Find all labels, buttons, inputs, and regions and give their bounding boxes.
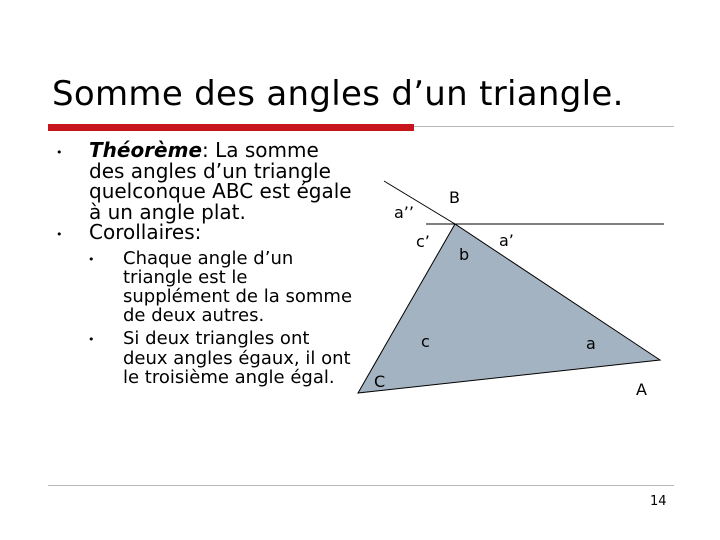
bullet-icon: • <box>88 252 95 266</box>
label-angle-a: a <box>586 334 596 353</box>
bullet-icon: • <box>88 333 95 347</box>
corollary-2-text: Si deux triangles ont deux angles égaux, il ont le troisième angle égal. <box>123 328 351 388</box>
theorem-label: Théorème <box>89 138 203 162</box>
corollaires-label: Corollaires: <box>89 220 202 244</box>
bullet-icon: • <box>56 146 63 159</box>
label-vertex-c: C <box>374 372 386 391</box>
label-vertex-a: A <box>636 380 647 399</box>
label-angle-c-prime: c’ <box>416 232 430 251</box>
label-angle-c: c <box>421 332 430 351</box>
label-vertex-b: B <box>449 188 460 207</box>
theorem-text: : La somme des angles d’un triangle quelconque ABC est égale à un angle plat. <box>89 138 352 224</box>
corollary-1-text: Chaque angle d’un triangle est le supplément de la somme de deux autres. <box>123 247 353 327</box>
page-number: 14 <box>650 494 667 509</box>
label-angle-a-double-prime: a’’ <box>394 203 414 222</box>
label-angle-a-prime: a’ <box>499 231 514 250</box>
label-angle-b: b <box>459 245 470 264</box>
slide-title: Somme des angles d’un triangle. <box>52 74 624 114</box>
footer-rule <box>48 485 674 486</box>
bullet-icon: • <box>56 228 63 241</box>
